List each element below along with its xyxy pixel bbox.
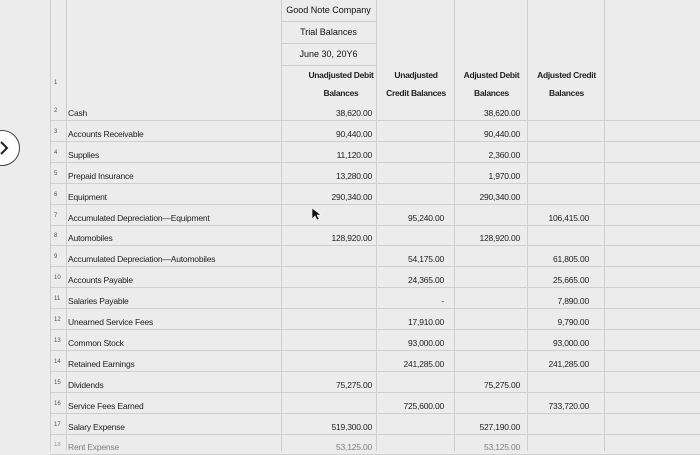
unadjusted-debit-cell: 53,125.00 (335, 442, 372, 453)
account-name: Accumulated Depreciation—Automobiles (68, 254, 216, 265)
adjusted-credit-cell: 241,285.00 (548, 358, 589, 369)
unadjusted-debit-cell: 519,300.00 (331, 421, 372, 432)
row-number: 13 (54, 337, 61, 344)
row-number: 3 (54, 128, 58, 135)
adjusted-debit-cell: 38,620.00 (483, 108, 520, 118)
row-number: 18 (54, 442, 61, 449)
grid-line (50, 434, 700, 435)
account-name: Rent Expense (68, 442, 119, 453)
unadjusted-credit-cell: 93,000.00 (407, 337, 444, 348)
col-header-line: Balances (474, 88, 509, 98)
previous-button[interactable] (0, 130, 20, 166)
row-number: 16 (54, 400, 61, 407)
col-header-line: Unadjusted Debit (308, 70, 374, 80)
account-name: Automobiles (68, 233, 113, 244)
adjusted-credit-cell: 93,000.00 (552, 337, 589, 348)
unadjusted-credit-cell: 54,175.00 (407, 254, 444, 265)
account-name: Salaries Payable (68, 296, 129, 307)
grid-line (50, 266, 700, 267)
col-header-unadjusted-debit (306, 66, 376, 102)
adjusted-debit-cell: 527,190.00 (479, 421, 520, 432)
col-header-line: Adjusted Debit (463, 70, 520, 80)
grid-line (281, 0, 282, 451)
row-number: 1 (54, 80, 58, 86)
adjusted-debit-cell: 128,920.00 (479, 233, 520, 244)
unadjusted-credit-cell: - (441, 296, 444, 307)
unadjusted-credit-cell: 95,240.00 (407, 212, 444, 223)
unadjusted-debit-cell: 90,440.00 (335, 128, 372, 139)
chevron-right-icon (0, 141, 9, 155)
account-name: Service Fees Earned (68, 400, 144, 411)
row-number: 11 (54, 296, 61, 303)
grid-line (50, 120, 700, 121)
adjusted-credit-cell: 9,790.00 (557, 317, 589, 327)
row-number: 7 (54, 212, 58, 219)
report-date: June 30, 20Y6 (281, 44, 376, 66)
grid-line (50, 162, 700, 163)
adjusted-debit-cell: 53,125.00 (483, 442, 520, 453)
unadjusted-credit-cell: 725,600.00 (403, 400, 444, 411)
col-header-line: Balances (549, 88, 584, 98)
grid-line (50, 329, 700, 330)
account-name: Equipment (68, 191, 107, 202)
col-header-line: Credit Balances (386, 88, 446, 98)
grid-line (50, 413, 700, 414)
grid-line (66, 0, 67, 451)
row-number: 14 (54, 358, 61, 365)
grid-line (50, 0, 51, 451)
account-name: Prepaid Insurance (68, 170, 134, 181)
grid-line (50, 204, 700, 205)
row-number: 4 (54, 149, 58, 156)
row-number: 8 (54, 233, 58, 240)
col-header-line: Unadjusted (394, 70, 438, 80)
company-name: Good Note Company (281, 0, 376, 22)
col-header-line: Balances (323, 88, 359, 98)
account-name: Supplies (68, 149, 100, 160)
row-number: 12 (54, 317, 61, 323)
mouse-cursor-icon (312, 208, 321, 221)
row-number: 5 (54, 170, 58, 177)
report-title: Trial Balances (281, 22, 376, 44)
account-name: Common Stock (68, 337, 124, 348)
unadjusted-credit-cell: 241,285.00 (403, 358, 444, 369)
account-name: Cash (68, 108, 88, 118)
account-name: Accumulated Depreciation—Equipment (68, 212, 210, 223)
adjusted-debit-cell: 90,440.00 (483, 128, 520, 139)
adjusted-debit-cell: 290,340.00 (479, 191, 520, 202)
unadjusted-debit-cell: 75,275.00 (335, 379, 372, 390)
grid-line (604, 0, 605, 451)
unadjusted-credit-cell: 17,910.00 (407, 317, 444, 327)
adjusted-credit-cell: 106,415.00 (548, 212, 589, 223)
row-number: 15 (54, 379, 61, 386)
adjusted-debit-cell: 2,360.00 (488, 149, 520, 160)
col-header-unadjusted-credit (378, 66, 454, 102)
col-header-adjusted-debit (456, 66, 527, 102)
grid-line (50, 371, 700, 372)
adjusted-credit-cell: 733,720.00 (548, 400, 589, 411)
grid-line (50, 392, 700, 393)
grid-line (454, 0, 455, 451)
account-name: Accounts Payable (68, 275, 133, 286)
grid-line (376, 0, 377, 451)
account-name: Dividends (68, 379, 104, 390)
row-number: 17 (54, 421, 61, 428)
account-name: Accounts Receivable (68, 128, 144, 139)
row-number: 2 (54, 108, 58, 114)
row-number: 9 (54, 254, 58, 261)
unadjusted-credit-cell: 24,365.00 (407, 275, 444, 286)
grid-line (50, 141, 700, 142)
col-header-line: Adjusted Credit (537, 70, 596, 80)
grid-line (50, 287, 700, 288)
adjusted-credit-cell: 7,890.00 (557, 296, 589, 307)
grid-line (50, 183, 700, 184)
adjusted-debit-cell: 75,275.00 (483, 379, 520, 390)
unadjusted-debit-cell: 38,620.00 (335, 108, 372, 118)
grid-line (50, 350, 700, 351)
row-number: 6 (54, 191, 58, 198)
grid-line (50, 225, 700, 226)
unadjusted-debit-cell: 13,280.00 (335, 170, 372, 181)
grid-line (50, 245, 700, 246)
unadjusted-debit-cell: 128,920.00 (331, 233, 372, 244)
grid-line (527, 0, 528, 451)
adjusted-credit-cell: 25,665.00 (552, 275, 589, 286)
unadjusted-debit-cell: 290,340.00 (331, 191, 372, 202)
adjusted-credit-cell: 61,805.00 (552, 254, 589, 265)
unadjusted-debit-cell: 11,120.00 (336, 149, 372, 160)
grid-line (50, 308, 700, 309)
account-name: Retained Earnings (68, 358, 135, 369)
col-header-adjusted-credit (529, 66, 604, 102)
row-number: 10 (54, 275, 61, 282)
account-name: Salary Expense (68, 421, 125, 432)
adjusted-debit-cell: 1,970.00 (488, 170, 520, 181)
account-name: Unearned Service Fees (68, 317, 154, 327)
